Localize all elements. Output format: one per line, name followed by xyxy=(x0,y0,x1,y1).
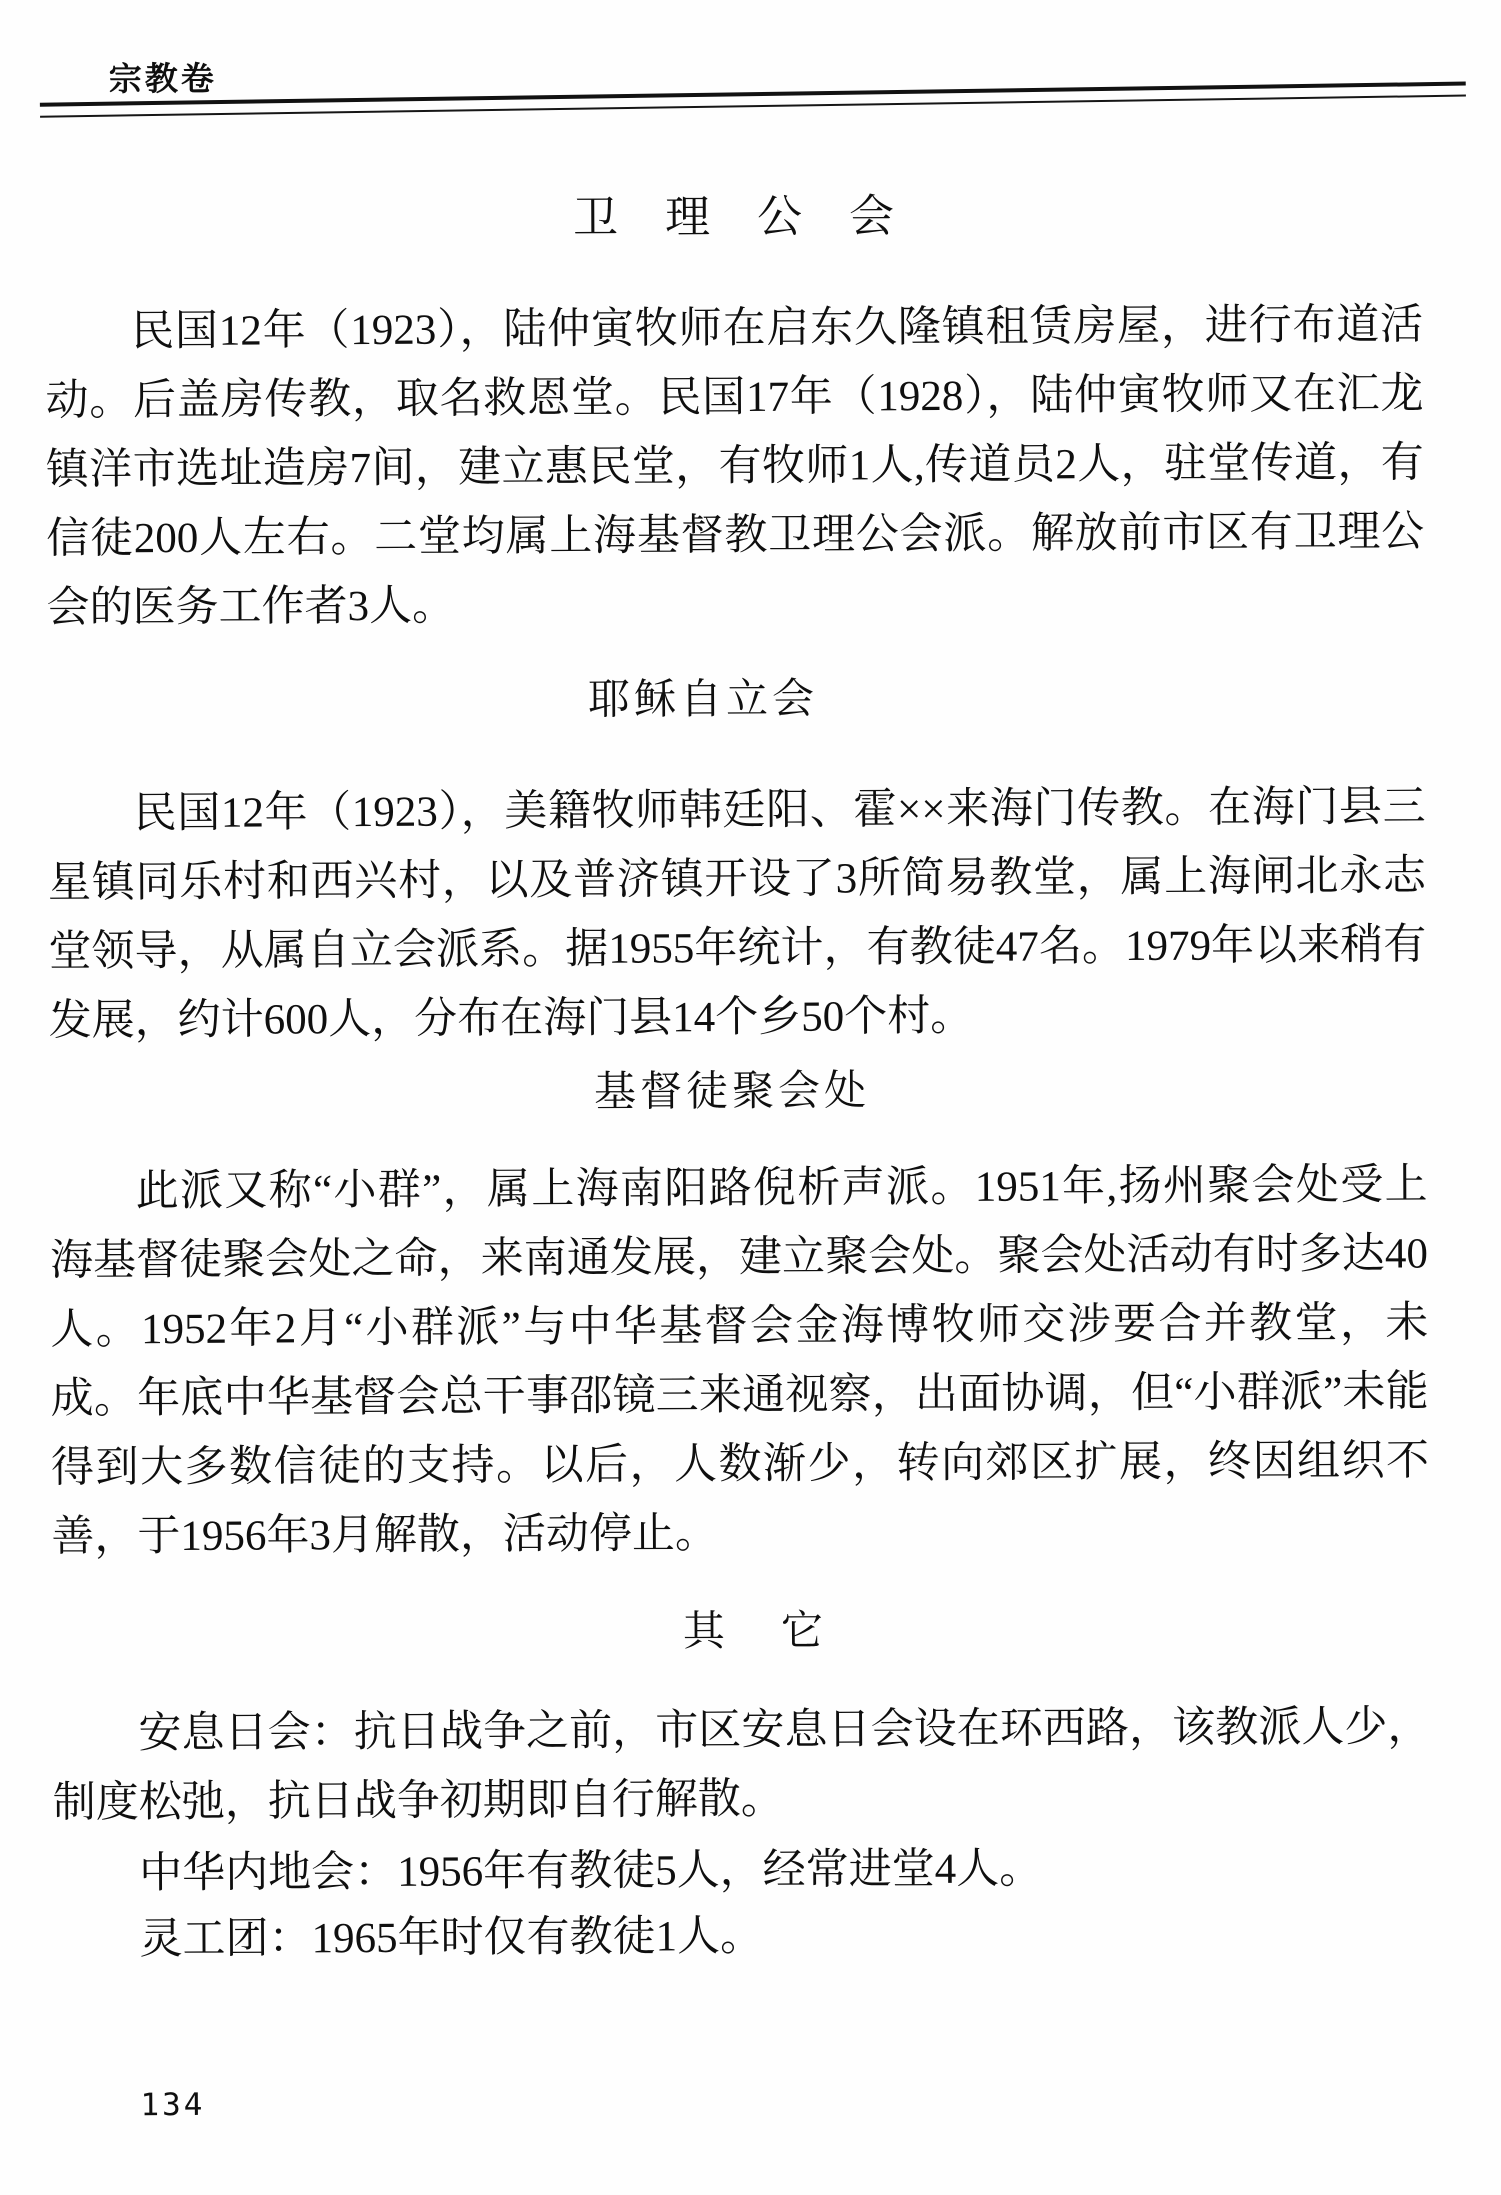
paragraph: 民国12年（1923），陆仲寅牧师在启东久隆镇租赁房屋，进行布道活动。后盖房传教，取名救恩堂。民国17年（1928），陆仲寅牧师又在汇龙镇洋市选址造房7间，建立惠民堂，有牧师1人,传道员2人，驻堂传道，有信徒200人左右。二堂均属上海基督教卫理公会派。解放前市区有卫理公会的医务工作者3人。 xyxy=(45,301,1425,632)
paragraph: 此派又称“小群”，属上海南阳路倪析声派。1951年,扬州聚会处受上海基督徒聚会处之命，来南通发展，建立聚会处。聚会处活动有时多达40人。1952年2月“小群派”与中华基督会金海博牧师交涉要合并教堂，未成。年底中华基督会总干事邵镜三来通视察，出面协调，但“小群派”未能得到大多数信徒的支持。以后，人数渐少，转向郊区扩展，终因组织不善，于1956年3月解散，活动停止。 xyxy=(49,1161,1430,1561)
paragraph: 中华内地会：1956年有教徒5人，经常进堂4人。 xyxy=(139,1845,1043,1898)
header-divider-rule xyxy=(40,82,1466,118)
section-title-yesu-zili-hui: 耶稣自立会 xyxy=(587,676,819,724)
paragraph: 安息日会：抗日战争之前，市区安息日会设在环西路，该教派人少，制度松弛，抗日战争初期即自行解散。 xyxy=(52,1703,1431,1827)
paragraph: 民国12年（1923），美籍牧师韩廷阳、霍××来海门传教。在海门县三星镇同乐村和西兴村，以及普济镇开设了3所简易教堂，属上海闸北永志堂领导，从属自立会派系。据1955年统计，有教徒47名。1979年以来稍有发展，约计600人，分布在海门县14个乡50个村。 xyxy=(47,783,1427,1045)
page-title: 卫理公会 xyxy=(572,190,942,243)
section-title-jidutu-juhuichu: 基督徒聚会处 xyxy=(593,1068,871,1116)
running-header: 宗教卷 xyxy=(108,61,217,99)
page-number: 134 xyxy=(140,2086,206,2124)
section-title-other: 其它 xyxy=(682,1608,880,1656)
paragraph: 灵工团：1965年时仅有教徒1人。 xyxy=(139,1912,764,1964)
